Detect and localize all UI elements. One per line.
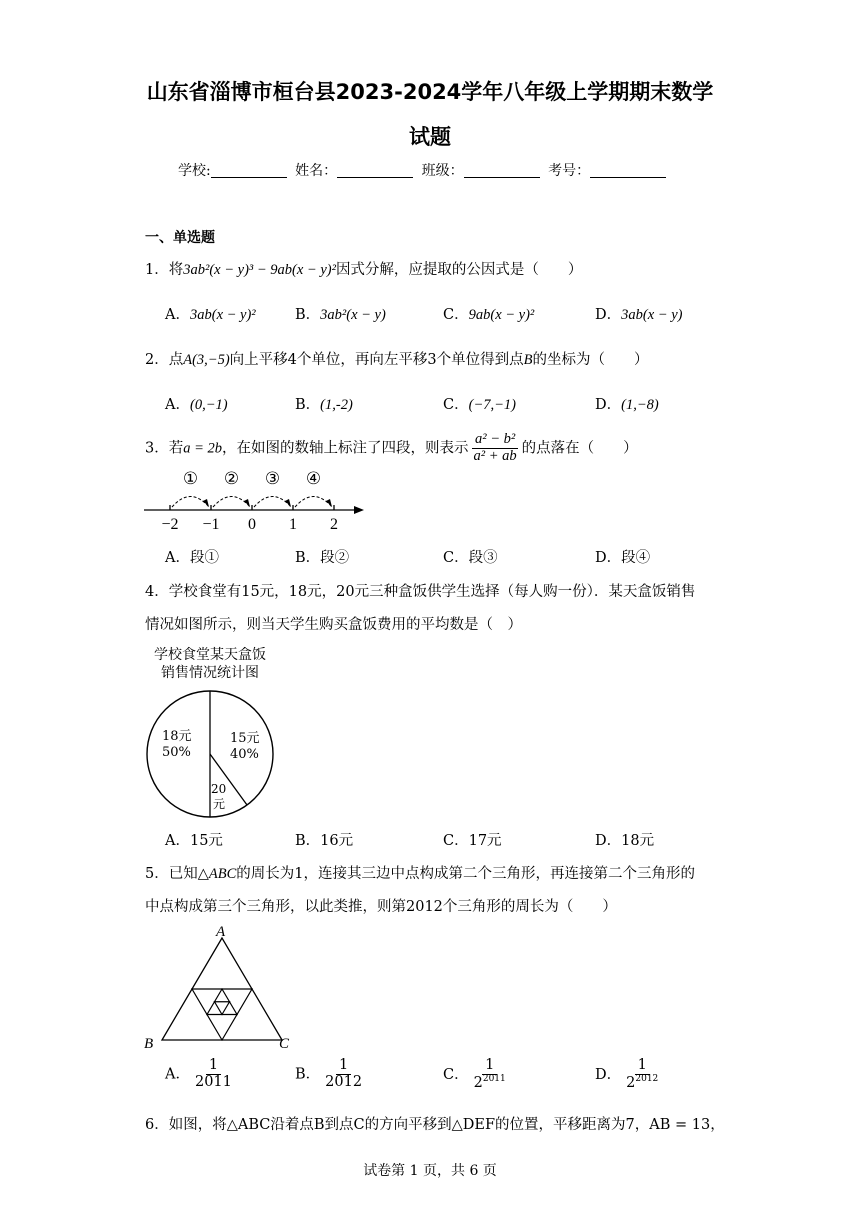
fraction-numerator: 1 [482,1058,497,1075]
power-exponent: 2011 [482,1073,506,1084]
option-label: A． [165,307,190,323]
option-label: C． [443,397,469,413]
power-base: 2 [473,1074,483,1091]
option-label: C． [443,1066,469,1083]
number-line-segment-arc [295,497,332,508]
math-expression: △ABC [197,866,237,882]
page-title-line1: 山东省淄博市桓台县2023-2024学年八年级上学期期末数学 [146,80,714,104]
chart-title-line2: 销售情况统计图 [161,665,259,681]
option-text: 段④ [621,550,651,566]
option-label: B． [295,550,321,566]
option-text: 段① [189,550,219,566]
option-text: (1,−8) [621,397,659,413]
fraction-numerator: 1 [206,1058,221,1075]
option-5b[interactable] [295,1058,367,1091]
option-text: (0,−1) [189,397,228,413]
option-text: 18元 [621,833,655,849]
section-title: 一、单选题 [145,230,215,246]
class-blank [464,163,540,178]
option-2b[interactable] [295,393,353,414]
student-info-line [178,160,670,180]
number-line-segment-arrowhead [326,499,332,507]
option-label: C． [443,833,469,849]
vertex-b-label: B [144,1036,154,1052]
option-text: 17元 [468,833,502,849]
option-4d[interactable] [595,829,654,850]
page-footer: 试卷第 1 页，共 6 页 [363,1163,497,1179]
fraction [623,1058,661,1092]
fraction-numerator: 1 [336,1058,351,1075]
option-label: B． [295,1066,321,1083]
option-4a[interactable] [165,829,223,850]
option-5a[interactable] [165,1058,237,1091]
question-4-line1 [145,580,695,601]
question-text: 向上平移4个单位，再向左平移3个单位得到点 [229,352,524,368]
number-line-segment-arc [213,497,250,508]
number-line-tick-label: −1 [202,516,220,533]
pie-chart [140,640,300,820]
option-label: A． [165,833,190,849]
option-label: D． [595,550,622,566]
option-label: C． [443,307,469,323]
number-line-segment-arc [172,497,209,508]
question-number: 5． [145,866,169,882]
option-label: D． [595,833,622,849]
slice-label-18: 18元 [162,729,192,744]
option-1a[interactable] [165,303,256,324]
class-label: 班级： [421,163,464,179]
slice-label-20-line1: 20 [211,782,227,796]
option-1b[interactable] [295,303,386,324]
option-label: A． [165,550,190,566]
option-label: D． [595,1066,622,1083]
school-blank [211,163,287,178]
option-text: 16元 [320,833,354,849]
fraction-denominator: a² + ab [473,447,517,464]
question-6-line1 [145,1113,725,1134]
number-line-segment-label: ① [182,470,199,489]
option-label: B． [295,397,321,413]
triangle-4 [215,1002,230,1015]
question-text: 的周长为1，连接其三边中点构成第二个三角形，再连接第二个三角形的 [236,866,696,882]
option-label: B． [295,307,321,323]
number-line-tick-label: 2 [330,516,338,533]
option-4b[interactable] [295,829,353,850]
triangle-figure [140,920,300,1055]
question-text: 的点落在（ ） [521,440,638,457]
question-2 [145,348,648,369]
option-3c[interactable] [443,546,498,567]
option-label: A． [165,1066,190,1083]
slice-percent-15: 40% [230,747,259,762]
option-text: 3ab²(x − y) [320,307,386,323]
fraction [322,1058,365,1091]
question-3 [145,432,638,465]
number-line-segment-label: ③ [264,470,281,489]
option-5d[interactable] [595,1058,663,1092]
option-3b[interactable] [295,546,349,567]
number-line-segment-arrowhead [285,499,291,507]
question-5-line2: 中点构成第三个三角形，以此类推，则第2012个三角形的周长为（ ） [145,899,617,915]
power-base: 2 [626,1074,636,1091]
fraction [471,432,520,465]
option-label: C． [443,550,469,566]
number-line-segment-arrowhead [203,499,209,507]
question-text: 点 [168,352,184,368]
fraction [192,1058,235,1091]
power-exponent: 2012 [635,1073,659,1084]
option-5c[interactable] [443,1058,511,1092]
math-expression: 3ab²(x − y)³ − 9ab(x − y)² [183,262,336,278]
question-text: 将 [168,262,184,278]
fraction-numerator: 1 [635,1058,650,1075]
number-line-arrow [354,506,364,514]
question-text: 因式分解，应提取的公因式是（ ） [335,262,583,278]
question-text: ，在如图的数轴上标注了四段，则表示 [222,440,469,457]
slice-label-15: 15元 [230,731,260,746]
question-text: 学校食堂有15元，18元，20元三种盒饭供学生选择（每人购一份）．某天盒饭销售 [168,584,696,600]
question-number: 6． [145,1117,169,1133]
number-line-tick-label: −2 [161,516,179,533]
option-text: 15元 [189,833,223,849]
math-expression: A(3,−5) [183,352,230,368]
question-4-line2: 情况如图所示，则当天学生购买盒饭费用的平均数是（ ） [145,617,522,633]
option-label: D． [595,397,622,413]
option-text: (−7,−1) [468,397,516,413]
question-text: 的坐标为（ ） [532,352,649,368]
fraction-denominator [471,1075,509,1092]
option-text: (1,-2) [320,397,353,413]
fraction-denominator: 2011 [194,1073,232,1090]
fraction-denominator: 2012 [325,1073,363,1090]
exam-number-label: 考号： [548,163,591,179]
option-2c[interactable] [443,393,516,414]
page-title-line2: 试题 [409,125,451,149]
option-1d[interactable] [595,303,682,324]
question-number: 2． [145,352,169,368]
question-text: 若 [168,440,184,457]
number-line-segment-arc [254,497,291,508]
number-line-figure [140,470,370,535]
option-3d[interactable] [595,546,650,567]
number-line-segment-arrowhead [244,499,250,507]
option-text: 9ab(x − y)² [468,307,535,323]
vertex-a-label: A [216,924,226,940]
question-1 [145,258,582,279]
number-line-tick-label: 0 [248,516,256,533]
fraction [471,1058,509,1092]
option-label: A． [165,397,190,413]
question-text: 如图，将△ABC沿着点B到点C的方向平移到△DEF的位置，平移距离为7，AB = 13， [168,1117,725,1133]
number-line-tick-label: 1 [289,516,297,533]
math-expression: a = 2b [183,440,223,457]
number-line-segment-label: ② [223,470,240,489]
option-2a[interactable] [165,393,228,414]
question-5-line1 [145,862,695,883]
question-number: 3． [145,440,169,457]
option-text: 3ab(x − y) [621,307,683,323]
question-number: 4． [145,584,169,600]
vertex-c-label: C [279,1036,290,1052]
option-label: B． [295,833,321,849]
math-expression: B [523,352,533,368]
slice-label-20-line2: 元 [213,797,226,811]
fraction-numerator: a² − b² [472,432,518,449]
fraction-denominator [623,1075,661,1092]
option-label: D． [595,307,622,323]
option-text: 段③ [468,550,498,566]
option-text: 3ab(x − y)² [189,307,256,323]
number-line-segment-label: ④ [305,470,322,489]
name-label: 姓名： [295,163,338,179]
option-text: 段② [320,550,350,566]
school-label: 学校: [178,163,211,179]
option-1c[interactable] [443,303,534,324]
slice-percent-18: 50% [162,745,191,760]
option-4c[interactable] [443,829,502,850]
option-3a[interactable] [165,546,219,567]
name-blank [337,163,413,178]
question-number: 1． [145,262,169,278]
chart-title-line1: 学校食堂某天盒饭 [154,647,266,663]
question-text: 已知 [168,866,198,882]
exam-number-blank [590,163,666,178]
option-2d[interactable] [595,393,659,414]
